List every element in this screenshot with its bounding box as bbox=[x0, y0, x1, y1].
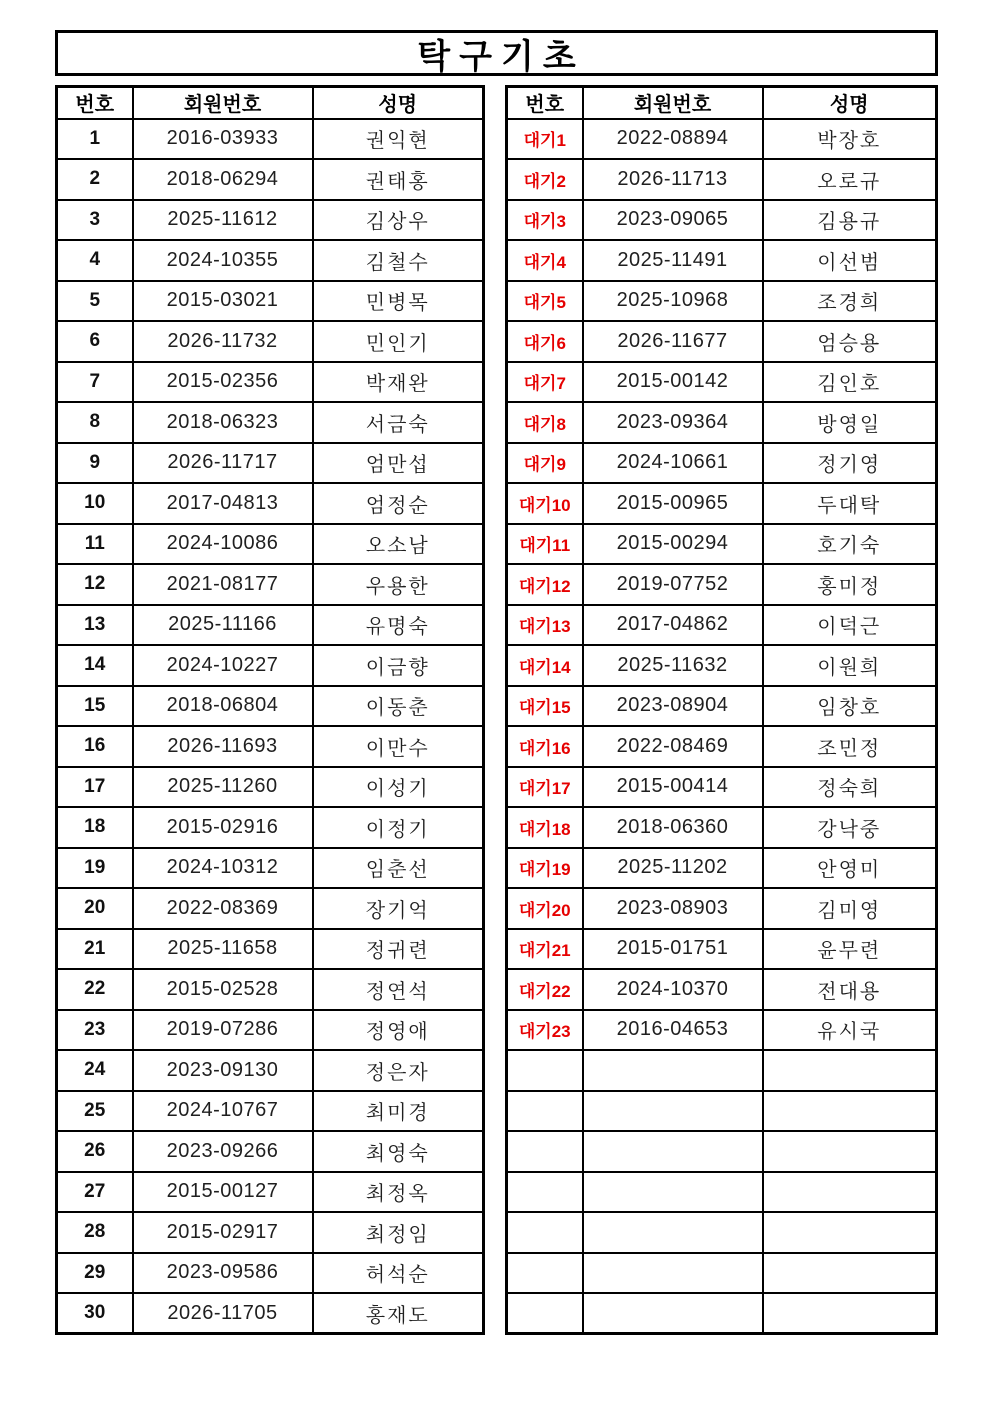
member-number-cell: 2018-06360 bbox=[583, 807, 763, 848]
member-number-cell: 2015-00142 bbox=[583, 362, 763, 403]
row-number-cell: 25 bbox=[57, 1091, 133, 1132]
member-number-cell: 2023-08903 bbox=[583, 888, 763, 929]
empty-row bbox=[507, 1212, 937, 1253]
table-row bbox=[57, 969, 484, 1010]
row-number-cell: 대기22 bbox=[507, 969, 583, 1010]
member-number-cell: 2019-07752 bbox=[583, 564, 763, 605]
table-row bbox=[507, 848, 937, 889]
name-cell: 유명숙 bbox=[313, 605, 484, 646]
row-number-cell: 대기4 bbox=[507, 240, 583, 281]
header-cell-no: 번호 bbox=[507, 87, 583, 119]
name-cell: 허석순 bbox=[313, 1253, 484, 1294]
name-cell: 최정옥 bbox=[313, 1172, 484, 1213]
name-cell: 권익현 bbox=[313, 119, 484, 160]
empty-cell bbox=[763, 1212, 937, 1253]
member-number-cell: 2023-09586 bbox=[133, 1253, 313, 1294]
row-number-cell: 대기23 bbox=[507, 1010, 583, 1051]
empty-cell bbox=[507, 1131, 583, 1172]
row-number-cell: 14 bbox=[57, 645, 133, 686]
member-number-cell: 2018-06804 bbox=[133, 686, 313, 727]
row-number-cell: 대기7 bbox=[507, 362, 583, 403]
member-number-cell: 2023-09266 bbox=[133, 1131, 313, 1172]
row-number-cell: 18 bbox=[57, 807, 133, 848]
name-cell: 정숙희 bbox=[763, 767, 937, 808]
name-cell: 조경희 bbox=[763, 281, 937, 322]
table-row bbox=[57, 1172, 484, 1213]
table-row bbox=[507, 321, 937, 362]
member-number-cell: 2024-10086 bbox=[133, 524, 313, 565]
table-row bbox=[507, 402, 937, 443]
member-number-cell: 2018-06323 bbox=[133, 402, 313, 443]
member-number-cell: 2015-03021 bbox=[133, 281, 313, 322]
header-cell-name: 성명 bbox=[763, 87, 937, 119]
table-row bbox=[507, 888, 937, 929]
row-number-cell: 대기15 bbox=[507, 686, 583, 727]
name-cell: 김미영 bbox=[763, 888, 937, 929]
name-cell: 방영일 bbox=[763, 402, 937, 443]
member-number-cell: 2025-11491 bbox=[583, 240, 763, 281]
member-number-cell: 2026-11732 bbox=[133, 321, 313, 362]
row-number-cell: 대기13 bbox=[507, 605, 583, 646]
table-row bbox=[57, 888, 484, 929]
table-row bbox=[507, 767, 937, 808]
name-cell: 오소남 bbox=[313, 524, 484, 565]
empty-cell bbox=[583, 1131, 763, 1172]
empty-row bbox=[507, 1050, 937, 1091]
name-cell: 이동춘 bbox=[313, 686, 484, 727]
name-cell: 강낙중 bbox=[763, 807, 937, 848]
empty-row bbox=[507, 1253, 937, 1294]
empty-cell bbox=[583, 1253, 763, 1294]
member-number-cell: 2019-07286 bbox=[133, 1010, 313, 1051]
row-number-cell: 12 bbox=[57, 564, 133, 605]
name-cell: 정기영 bbox=[763, 443, 937, 484]
member-number-cell: 2023-09364 bbox=[583, 402, 763, 443]
table-row bbox=[57, 686, 484, 727]
empty-cell bbox=[583, 1091, 763, 1132]
row-number-cell: 대기20 bbox=[507, 888, 583, 929]
row-number-cell: 23 bbox=[57, 1010, 133, 1051]
title-box bbox=[55, 30, 938, 76]
name-cell: 최영숙 bbox=[313, 1131, 484, 1172]
member-number-cell: 2018-06294 bbox=[133, 159, 313, 200]
row-number-cell: 대기11 bbox=[507, 524, 583, 565]
name-cell: 오로규 bbox=[763, 159, 937, 200]
member-number-cell: 2016-03933 bbox=[133, 119, 313, 160]
name-cell: 최정임 bbox=[313, 1212, 484, 1253]
table-row bbox=[507, 200, 937, 241]
table-row bbox=[57, 159, 484, 200]
name-cell: 최미경 bbox=[313, 1091, 484, 1132]
member-number-cell: 2023-09065 bbox=[583, 200, 763, 241]
member-number-cell: 2024-10370 bbox=[583, 969, 763, 1010]
name-cell: 이선범 bbox=[763, 240, 937, 281]
table-row bbox=[507, 564, 937, 605]
row-number-cell: 9 bbox=[57, 443, 133, 484]
name-cell: 정귀련 bbox=[313, 929, 484, 970]
empty-cell bbox=[763, 1131, 937, 1172]
row-number-cell: 대기8 bbox=[507, 402, 583, 443]
table-row bbox=[507, 362, 937, 403]
table-row bbox=[507, 645, 937, 686]
header-row bbox=[507, 87, 937, 119]
member-number-cell: 2025-11658 bbox=[133, 929, 313, 970]
name-cell: 정영애 bbox=[313, 1010, 484, 1051]
table-row bbox=[507, 524, 937, 565]
member-number-cell: 2025-11260 bbox=[133, 767, 313, 808]
member-number-cell: 2024-10661 bbox=[583, 443, 763, 484]
member-number-cell: 2024-10312 bbox=[133, 848, 313, 889]
row-number-cell: 대기1 bbox=[507, 119, 583, 160]
row-number-cell: 대기14 bbox=[507, 645, 583, 686]
table-row bbox=[57, 524, 484, 565]
row-number-cell: 19 bbox=[57, 848, 133, 889]
name-cell: 임창호 bbox=[763, 686, 937, 727]
row-number-cell: 30 bbox=[57, 1293, 133, 1334]
name-cell: 홍재도 bbox=[313, 1293, 484, 1334]
row-number-cell: 21 bbox=[57, 929, 133, 970]
row-number-cell: 28 bbox=[57, 1212, 133, 1253]
name-cell: 유시국 bbox=[763, 1010, 937, 1051]
table-row bbox=[57, 362, 484, 403]
name-cell: 엄만섭 bbox=[313, 443, 484, 484]
table-row bbox=[57, 240, 484, 281]
empty-cell bbox=[507, 1253, 583, 1294]
page-title: 탁구기초 bbox=[417, 37, 585, 76]
row-number-cell: 27 bbox=[57, 1172, 133, 1213]
empty-row bbox=[507, 1172, 937, 1213]
name-cell: 우용한 bbox=[313, 564, 484, 605]
empty-cell bbox=[583, 1212, 763, 1253]
empty-cell bbox=[583, 1050, 763, 1091]
member-number-cell: 2026-11693 bbox=[133, 726, 313, 767]
member-number-cell: 2026-11713 bbox=[583, 159, 763, 200]
member-number-cell: 2025-11612 bbox=[133, 200, 313, 241]
name-cell: 윤무련 bbox=[763, 929, 937, 970]
row-number-cell: 대기9 bbox=[507, 443, 583, 484]
row-number-cell: 1 bbox=[57, 119, 133, 160]
member-number-cell: 2015-00294 bbox=[583, 524, 763, 565]
name-cell: 조민정 bbox=[763, 726, 937, 767]
member-number-cell: 2015-00414 bbox=[583, 767, 763, 808]
table-row bbox=[57, 483, 484, 524]
table-row bbox=[507, 969, 937, 1010]
table-row bbox=[57, 767, 484, 808]
row-number-cell: 11 bbox=[57, 524, 133, 565]
roster-table-main bbox=[55, 85, 485, 1335]
row-number-cell: 15 bbox=[57, 686, 133, 727]
table-row bbox=[507, 1010, 937, 1051]
name-cell: 권태홍 bbox=[313, 159, 484, 200]
name-cell: 민병목 bbox=[313, 281, 484, 322]
table-row bbox=[57, 443, 484, 484]
member-number-cell: 2022-08469 bbox=[583, 726, 763, 767]
row-number-cell: 16 bbox=[57, 726, 133, 767]
row-number-cell: 5 bbox=[57, 281, 133, 322]
table-row bbox=[57, 1010, 484, 1051]
table-row bbox=[507, 240, 937, 281]
table-row bbox=[507, 119, 937, 160]
empty-cell bbox=[763, 1091, 937, 1132]
empty-cell bbox=[763, 1253, 937, 1294]
name-cell: 장기억 bbox=[313, 888, 484, 929]
member-number-cell: 2015-01751 bbox=[583, 929, 763, 970]
row-number-cell: 20 bbox=[57, 888, 133, 929]
name-cell: 엄승용 bbox=[763, 321, 937, 362]
member-number-cell: 2015-02916 bbox=[133, 807, 313, 848]
member-number-cell: 2026-11705 bbox=[133, 1293, 313, 1334]
header-cell-name: 성명 bbox=[313, 87, 484, 119]
empty-cell bbox=[507, 1050, 583, 1091]
row-number-cell: 대기12 bbox=[507, 564, 583, 605]
member-number-cell: 2022-08894 bbox=[583, 119, 763, 160]
table-row bbox=[507, 605, 937, 646]
empty-cell bbox=[583, 1293, 763, 1334]
empty-cell bbox=[507, 1091, 583, 1132]
member-number-cell: 2025-11202 bbox=[583, 848, 763, 889]
table-row bbox=[507, 807, 937, 848]
member-number-cell: 2017-04813 bbox=[133, 483, 313, 524]
name-cell: 안영미 bbox=[763, 848, 937, 889]
member-number-cell: 2025-11166 bbox=[133, 605, 313, 646]
member-number-cell: 2025-10968 bbox=[583, 281, 763, 322]
name-cell: 이성기 bbox=[313, 767, 484, 808]
row-number-cell: 대기3 bbox=[507, 200, 583, 241]
name-cell: 김인호 bbox=[763, 362, 937, 403]
row-number-cell: 10 bbox=[57, 483, 133, 524]
name-cell: 서금숙 bbox=[313, 402, 484, 443]
table-row bbox=[507, 483, 937, 524]
row-number-cell: 대기6 bbox=[507, 321, 583, 362]
table-row bbox=[57, 281, 484, 322]
name-cell: 전대용 bbox=[763, 969, 937, 1010]
empty-row bbox=[507, 1091, 937, 1132]
row-number-cell: 26 bbox=[57, 1131, 133, 1172]
member-number-cell: 2023-08904 bbox=[583, 686, 763, 727]
name-cell: 민인기 bbox=[313, 321, 484, 362]
empty-cell bbox=[763, 1050, 937, 1091]
member-number-cell: 2015-02917 bbox=[133, 1212, 313, 1253]
row-number-cell: 3 bbox=[57, 200, 133, 241]
empty-row bbox=[507, 1293, 937, 1334]
name-cell: 김용규 bbox=[763, 200, 937, 241]
table-row bbox=[57, 1293, 484, 1334]
member-number-cell: 2015-00965 bbox=[583, 483, 763, 524]
name-cell: 엄정순 bbox=[313, 483, 484, 524]
member-number-cell: 2024-10767 bbox=[133, 1091, 313, 1132]
row-number-cell: 24 bbox=[57, 1050, 133, 1091]
table-row bbox=[57, 119, 484, 160]
row-number-cell: 29 bbox=[57, 1253, 133, 1294]
empty-row bbox=[507, 1131, 937, 1172]
member-number-cell: 2024-10355 bbox=[133, 240, 313, 281]
name-cell: 호기숙 bbox=[763, 524, 937, 565]
row-number-cell: 대기21 bbox=[507, 929, 583, 970]
member-number-cell: 2017-04862 bbox=[583, 605, 763, 646]
member-number-cell: 2015-00127 bbox=[133, 1172, 313, 1213]
name-cell: 이덕근 bbox=[763, 605, 937, 646]
name-cell: 이금향 bbox=[313, 645, 484, 686]
row-number-cell: 8 bbox=[57, 402, 133, 443]
header-row bbox=[57, 87, 484, 119]
member-number-cell: 2021-08177 bbox=[133, 564, 313, 605]
table-row bbox=[57, 1050, 484, 1091]
table-row bbox=[507, 726, 937, 767]
table-row bbox=[507, 686, 937, 727]
table-row bbox=[57, 200, 484, 241]
table-row bbox=[57, 564, 484, 605]
name-cell: 김상우 bbox=[313, 200, 484, 241]
table-row bbox=[57, 726, 484, 767]
row-number-cell: 6 bbox=[57, 321, 133, 362]
name-cell: 두대탁 bbox=[763, 483, 937, 524]
row-number-cell: 7 bbox=[57, 362, 133, 403]
name-cell: 이정기 bbox=[313, 807, 484, 848]
table-row bbox=[507, 443, 937, 484]
table-row bbox=[57, 1091, 484, 1132]
row-number-cell: 22 bbox=[57, 969, 133, 1010]
empty-cell bbox=[507, 1212, 583, 1253]
row-number-cell: 대기2 bbox=[507, 159, 583, 200]
member-number-cell: 2015-02528 bbox=[133, 969, 313, 1010]
name-cell: 임춘선 bbox=[313, 848, 484, 889]
name-cell: 김철수 bbox=[313, 240, 484, 281]
member-number-cell: 2026-11717 bbox=[133, 443, 313, 484]
member-number-cell: 2023-09130 bbox=[133, 1050, 313, 1091]
member-number-cell: 2024-10227 bbox=[133, 645, 313, 686]
table-row bbox=[57, 1131, 484, 1172]
table-row bbox=[57, 929, 484, 970]
empty-cell bbox=[507, 1172, 583, 1213]
name-cell: 박장호 bbox=[763, 119, 937, 160]
table-row bbox=[57, 605, 484, 646]
empty-cell bbox=[583, 1172, 763, 1213]
table-row bbox=[57, 1253, 484, 1294]
row-number-cell: 대기16 bbox=[507, 726, 583, 767]
member-number-cell: 2016-04653 bbox=[583, 1010, 763, 1051]
header-cell-member-no: 회원번호 bbox=[133, 87, 313, 119]
row-number-cell: 17 bbox=[57, 767, 133, 808]
row-number-cell: 13 bbox=[57, 605, 133, 646]
name-cell: 박재완 bbox=[313, 362, 484, 403]
table-row bbox=[57, 645, 484, 686]
table-row bbox=[507, 929, 937, 970]
name-cell: 정연석 bbox=[313, 969, 484, 1010]
empty-cell bbox=[763, 1172, 937, 1213]
table-row bbox=[507, 159, 937, 200]
member-number-cell: 2025-11632 bbox=[583, 645, 763, 686]
table-row bbox=[57, 321, 484, 362]
member-number-cell: 2015-02356 bbox=[133, 362, 313, 403]
row-number-cell: 4 bbox=[57, 240, 133, 281]
header-cell-member-no: 회원번호 bbox=[583, 87, 763, 119]
name-cell: 이만수 bbox=[313, 726, 484, 767]
name-cell: 이원희 bbox=[763, 645, 937, 686]
row-number-cell: 대기19 bbox=[507, 848, 583, 889]
header-cell-no: 번호 bbox=[57, 87, 133, 119]
row-number-cell: 대기18 bbox=[507, 807, 583, 848]
name-cell: 홍미정 bbox=[763, 564, 937, 605]
member-number-cell: 2022-08369 bbox=[133, 888, 313, 929]
row-number-cell: 대기5 bbox=[507, 281, 583, 322]
member-number-cell: 2026-11677 bbox=[583, 321, 763, 362]
row-number-cell: 대기17 bbox=[507, 767, 583, 808]
table-row bbox=[57, 1212, 484, 1253]
name-cell: 정은자 bbox=[313, 1050, 484, 1091]
table-row bbox=[507, 281, 937, 322]
table-row bbox=[57, 807, 484, 848]
table-row bbox=[57, 848, 484, 889]
row-number-cell: 2 bbox=[57, 159, 133, 200]
empty-cell bbox=[763, 1293, 937, 1334]
empty-cell bbox=[507, 1293, 583, 1334]
roster-table-waiting bbox=[505, 85, 938, 1335]
table-row bbox=[57, 402, 484, 443]
row-number-cell: 대기10 bbox=[507, 483, 583, 524]
